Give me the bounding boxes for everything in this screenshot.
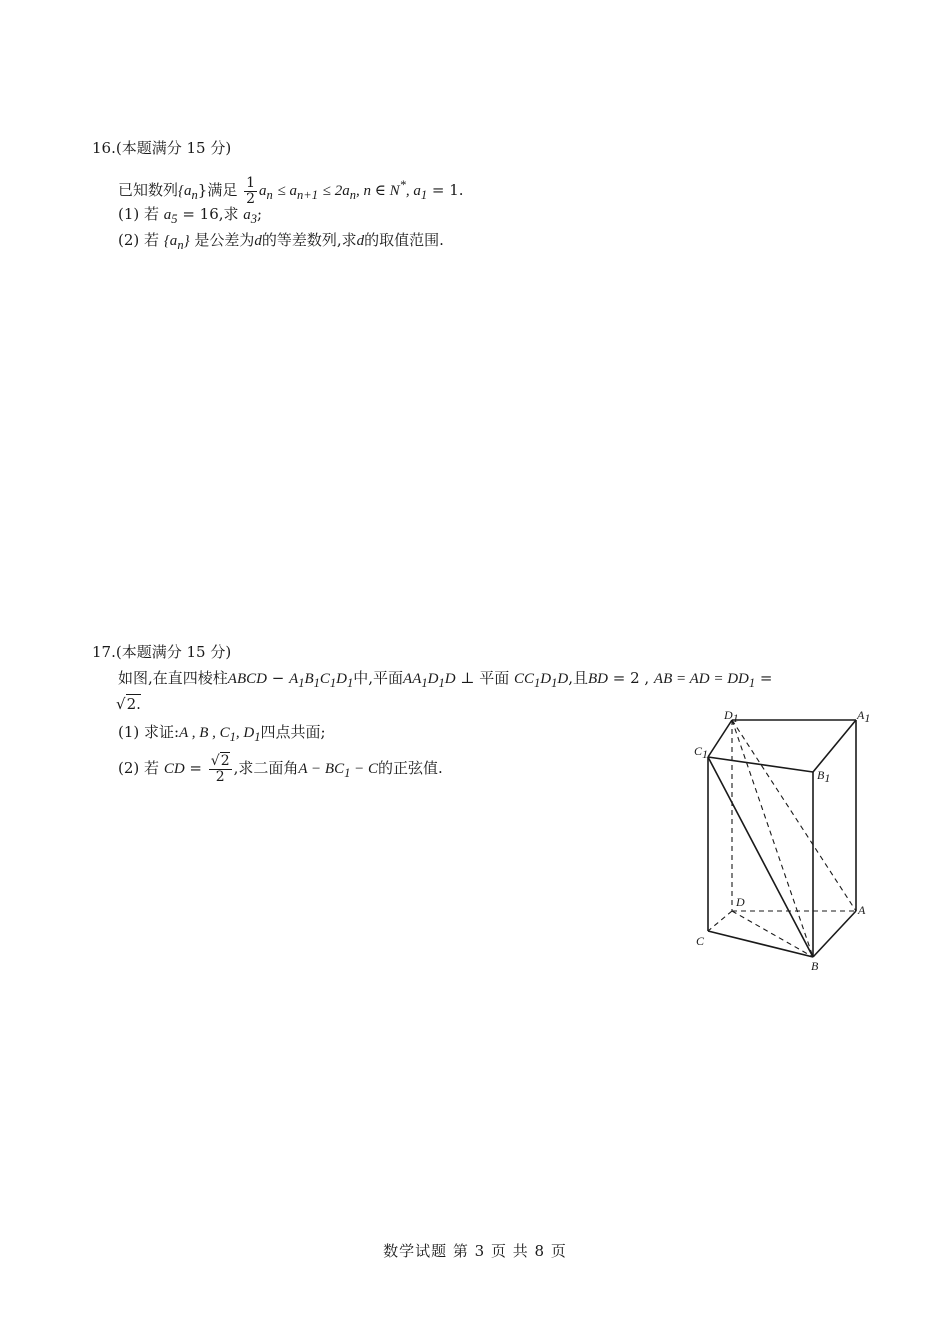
svg-text:C1: C1 [694,744,709,761]
prism-figure [690,705,880,985]
q17-stem-line2: √2. [116,695,141,713]
prism-labels [694,708,870,973]
svg-text:B1: B1 [817,768,831,785]
svg-text:C: C [696,934,705,948]
q16-part2: (2) 若 $\{a_n\}$ 是公差为d的等差数列,求d的取值范围. [118,231,444,252]
page-footer: 数学试题 第 3 页 共 8 页 [383,1242,567,1260]
svg-text:A1: A1 [857,708,871,725]
svg-text:B: B [811,959,819,973]
svg-text:D1: D1 [724,708,739,725]
q17-part1: (1) 求证:A , B , $C_1$, $D_1$四点共面; [118,723,326,744]
q17-part2: (2) 若 CD = $\frac{√2}{2}$ ,求二面角$A - BC_1 - C$的正弦值. [118,752,443,785]
q17-fraction: $\frac{√2}{2}$ [210,752,230,785]
q17-stem-line1: 如图,在直四棱柱ABCD − $A_1B_1C_1D_1$中,平面$AA_1D_1D$ ⊥ 平面 $CC_1D_1D$,且BD = 2 , AB = AD = $DD_1$ = [118,669,773,690]
q16-part1: (1) 若 $a_5 = 16$,求 $a_3$; [118,205,263,226]
q16-stem: 已知数列$\{a_n\}$满足 $\frac{1}{2}$ $a_n \le a_{n+1} \le 2a_n$, n ∈ N*, $a_1 = 1$. [118,174,464,207]
svg-text:D: D [736,895,745,909]
q16-header: 16.(本题满分 15 分) [92,139,232,157]
q16-fraction: $\frac{1}{2}$ [246,174,256,207]
q17-header: 17.(本题满分 15 分) [92,643,232,661]
prism-solid-edges [708,720,856,957]
svg-text:A: A [858,903,866,917]
prism-hidden-edges [708,720,856,957]
